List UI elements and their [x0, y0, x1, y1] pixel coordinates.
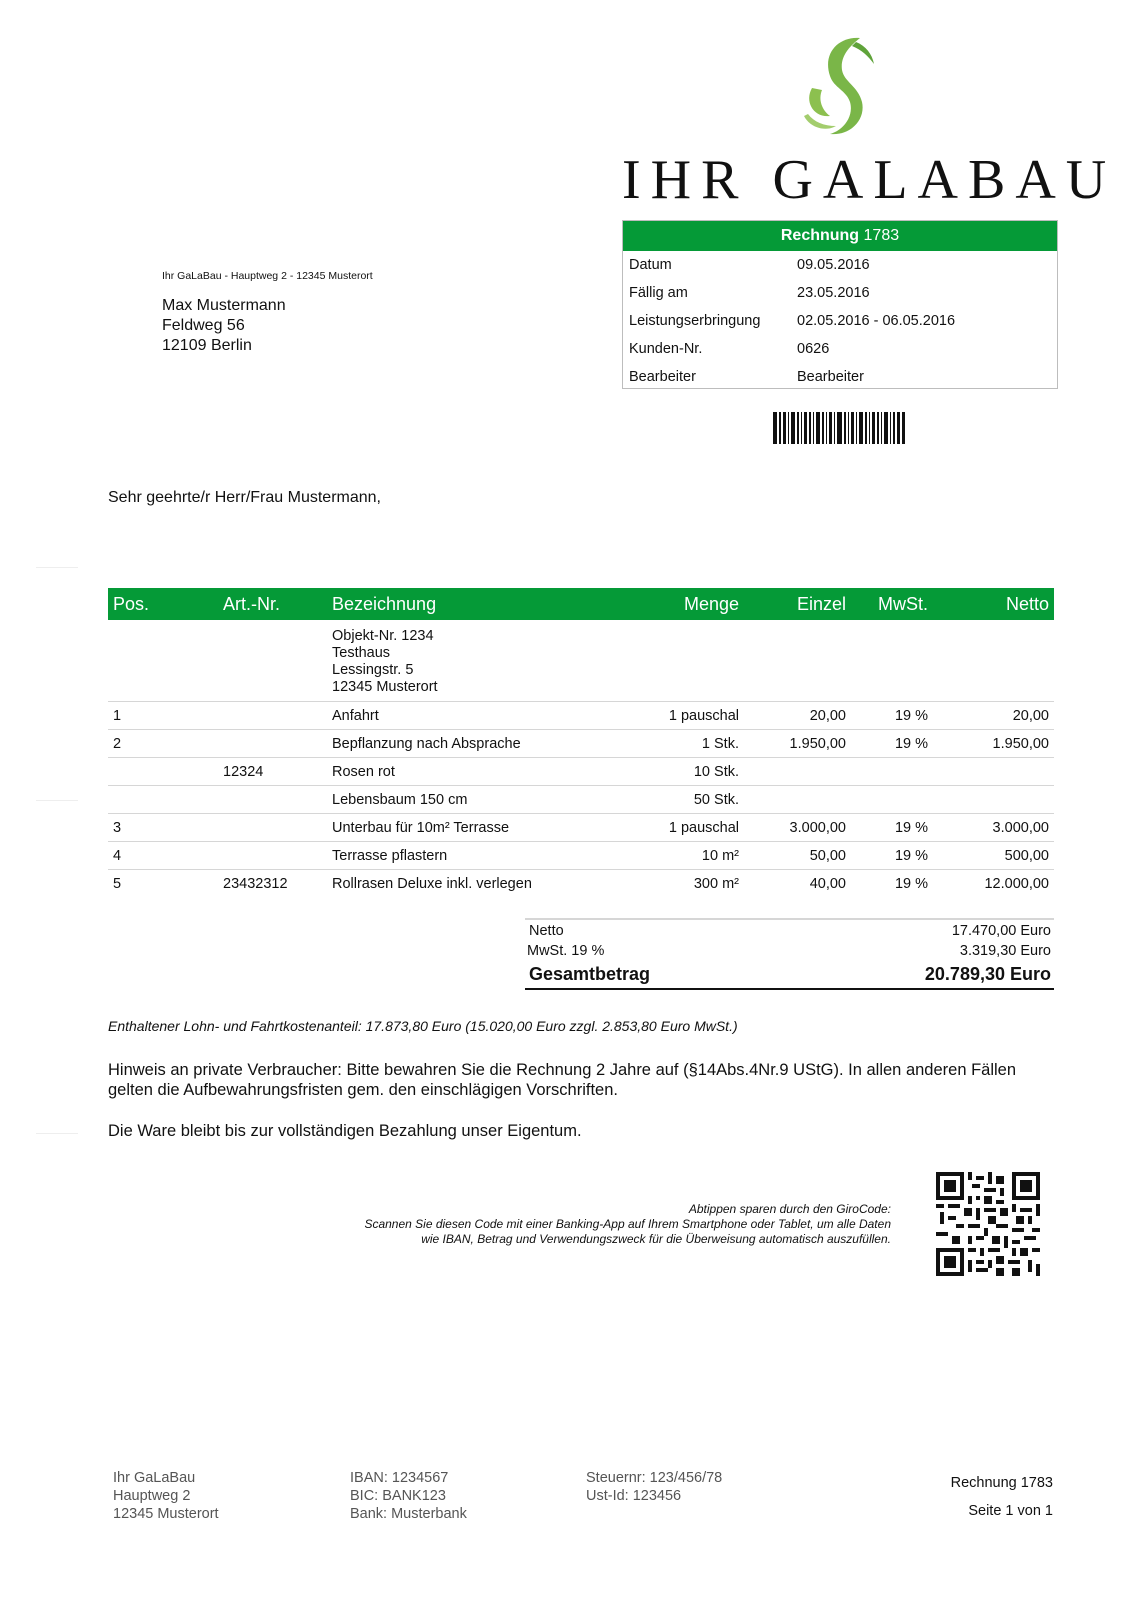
- footer-tax-number: Steuernr: 123/456/78: [586, 1470, 723, 1486]
- footer-company: [113, 1469, 219, 1523]
- footer-page-info: [951, 1469, 1053, 1525]
- table-row: [108, 758, 1054, 786]
- info-row-service-period: Leistungserbringung 02.05.2016 - 06.05.2016: [629, 313, 956, 329]
- cell-vat: [851, 758, 954, 786]
- recipient-city: 12109 Berlin: [162, 337, 252, 354]
- table-header-row: [108, 588, 1054, 620]
- cell-net: [954, 758, 1054, 786]
- col-header-net: Netto: [954, 588, 1054, 620]
- cell-pos: [108, 758, 218, 786]
- col-header-art: Art.-Nr.: [218, 588, 327, 620]
- info-row-due: Fällig am 23.05.2016: [629, 285, 870, 301]
- cell-art: [218, 730, 327, 758]
- cell-net: 12.000,00: [984, 875, 1049, 892]
- total-value: 20.789,30 Euro: [924, 964, 1051, 984]
- cell-unit: [744, 786, 851, 814]
- footer-page-number: Seite 1 von 1: [968, 1503, 1053, 1519]
- logo-leaf-icon: [800, 32, 880, 144]
- info-row-date: Datum 09.05.2016: [629, 257, 870, 273]
- cell-desc: Rosen rot: [327, 758, 622, 786]
- col-header-vat: MwSt.: [851, 588, 954, 620]
- greeting: Sehr geehrte/r Herr/Frau Mustermann,: [108, 489, 381, 506]
- cell-art: [218, 786, 327, 814]
- cell-art: [218, 702, 327, 730]
- footer-company-city: 12345 Musterort: [113, 1506, 219, 1522]
- cell-vat: 19 %: [894, 875, 928, 892]
- wage-cost-note: Enthaltener Lohn- und Fahrtkostenanteil: 17.873,80 Euro (15.020,00 Euro zzgl. 2.853,80 Euro MwSt.): [108, 1018, 738, 1034]
- cell-desc: Bepflanzung nach Absprache: [327, 730, 622, 758]
- cell-pos: 5: [113, 875, 122, 892]
- table-row: [108, 814, 1054, 842]
- footer-company-street: Hauptweg 2: [113, 1488, 191, 1504]
- table-row: [108, 730, 1054, 758]
- retention-of-title-note: Die Ware bleibt bis zur vollständigen Bezahlung unser Eigentum.: [108, 1122, 582, 1140]
- object-city: 12345 Musterort: [332, 679, 438, 695]
- vat-label: MwSt. 19 %: [527, 943, 605, 959]
- cell-pos: 3: [108, 814, 218, 842]
- object-name: Testhaus: [332, 645, 391, 661]
- cell-desc: Rollrasen Deluxe inkl. verlegen: [332, 875, 532, 892]
- table-row: [108, 870, 1054, 898]
- footer-vat-id: Ust-Id: 123456: [586, 1488, 682, 1504]
- cell-art: [218, 814, 327, 842]
- object-number: Objekt-Nr. 1234: [332, 628, 434, 644]
- object-row: [108, 620, 1054, 702]
- punch-mark: [36, 800, 78, 801]
- recipient-address: [162, 296, 286, 356]
- table-row: [108, 786, 1054, 814]
- fold-mark: [36, 1133, 78, 1134]
- object-info: [327, 620, 622, 702]
- cell-pos: 1: [108, 702, 218, 730]
- footer-bank-name: Bank: Musterbank: [350, 1506, 467, 1522]
- cell-vat: 19 %: [851, 814, 954, 842]
- footer-invoice-number: Rechnung 1783: [950, 1475, 1053, 1491]
- cell-qty: 10 Stk.: [622, 758, 744, 786]
- cell-desc: Unterbau für 10m² Terrasse: [327, 814, 622, 842]
- cell-vat: 19 %: [851, 842, 954, 870]
- cell-unit: 40,00: [809, 875, 846, 892]
- barcode-icon: [773, 412, 905, 444]
- company-logo-text: IHR GALABAU: [622, 149, 1117, 211]
- cell-vat: 19 %: [851, 702, 954, 730]
- cell-unit: 3.000,00: [744, 814, 851, 842]
- recipient-name: Max Mustermann: [162, 297, 286, 314]
- cell-qty: 1 Stk.: [622, 730, 744, 758]
- girocode-desc-2: wie IBAN, Betrag und Verwendungszweck für die Überweisung automatisch auszufüllen.: [421, 1232, 891, 1246]
- cell-unit: 20,00: [744, 702, 851, 730]
- cell-net: 500,00: [954, 842, 1054, 870]
- cell-unit: 1.950,00: [744, 730, 851, 758]
- col-header-pos: Pos.: [108, 588, 218, 620]
- cell-desc: Terrasse pflastern: [327, 842, 622, 870]
- col-header-unit: Einzel: [744, 588, 851, 620]
- info-row-customer-no: Kunden-Nr. 0626: [629, 341, 830, 357]
- cell-unit: [744, 758, 851, 786]
- table-row: [108, 842, 1054, 870]
- cell-qty: 300 m²: [693, 875, 739, 892]
- net-label: Netto: [529, 923, 564, 939]
- footer-bank: [350, 1469, 467, 1523]
- table-row: [108, 702, 1054, 730]
- cell-art: 12324: [218, 758, 327, 786]
- total-label: Gesamtbetrag: [529, 964, 651, 984]
- invoice-title: Rechnung 1783: [623, 221, 1057, 251]
- footer-company-name: Ihr GaLaBau: [113, 1470, 196, 1486]
- cell-art: [218, 842, 327, 870]
- girocode-qr-icon: [936, 1172, 1040, 1276]
- info-row-clerk: Bearbeiter Bearbeiter: [629, 369, 864, 385]
- invoice-info-box: [622, 220, 1058, 389]
- fold-mark: [36, 567, 78, 568]
- cell-pos: [108, 786, 218, 814]
- net-value: 17.470,00 Euro: [951, 923, 1051, 939]
- footer-tax: [586, 1469, 722, 1505]
- object-street: Lessingstr. 5: [332, 662, 414, 678]
- cell-vat: [851, 786, 954, 814]
- cell-net: 1.950,00: [954, 730, 1054, 758]
- cell-qty: 50 Stk.: [622, 786, 744, 814]
- recipient-street: Feldweg 56: [162, 317, 245, 334]
- cell-pos: 4: [108, 842, 218, 870]
- girocode-text: [364, 1202, 891, 1247]
- cell-net: 20,00: [954, 702, 1054, 730]
- totals-net: [525, 920, 1054, 940]
- cell-pos: 2: [108, 730, 218, 758]
- col-header-desc: Bezeichnung: [327, 588, 622, 620]
- totals-vat: [525, 940, 1054, 960]
- cell-unit: 50,00: [744, 842, 851, 870]
- cell-qty: 1 pauschal: [622, 814, 744, 842]
- totals-block: [525, 918, 1054, 990]
- girocode-title: Abtippen sparen durch den GiroCode:: [688, 1202, 891, 1216]
- cell-qty: 1 pauschal: [622, 702, 744, 730]
- sender-line: Ihr GaLaBau - Hauptweg 2 - 12345 Musterort: [162, 270, 373, 282]
- cell-net: 3.000,00: [954, 814, 1054, 842]
- items-table: [108, 588, 1054, 897]
- col-header-qty: Menge: [622, 588, 744, 620]
- girocode-desc-1: Scannen Sie diesen Code mit einer Banking-App auf Ihrem Smartphone oder Tablet, um alle Daten: [364, 1217, 891, 1231]
- footer-bic: BIC: BANK123: [350, 1488, 446, 1504]
- vat-value: 3.319,30 Euro: [959, 943, 1051, 959]
- cell-desc: Lebensbaum 150 cm: [327, 786, 622, 814]
- cell-net: [954, 786, 1054, 814]
- cell-qty: 10 m²: [622, 842, 744, 870]
- cell-desc: Anfahrt: [327, 702, 622, 730]
- cell-art: 23432312: [223, 875, 288, 892]
- totals-grand: [525, 960, 1054, 990]
- cell-vat: 19 %: [851, 730, 954, 758]
- consumer-hint: Hinweis an private Verbraucher: Bitte bewahren Sie die Rechnung 2 Jahre auf (§14Abs.4Nr.9 UStG). In allen anderen Fällen gelten die Aufbewahrungsfristen gem. den einschlägigen Vorschriften.: [108, 1061, 1017, 1099]
- footer-iban: IBAN: 1234567: [350, 1470, 449, 1486]
